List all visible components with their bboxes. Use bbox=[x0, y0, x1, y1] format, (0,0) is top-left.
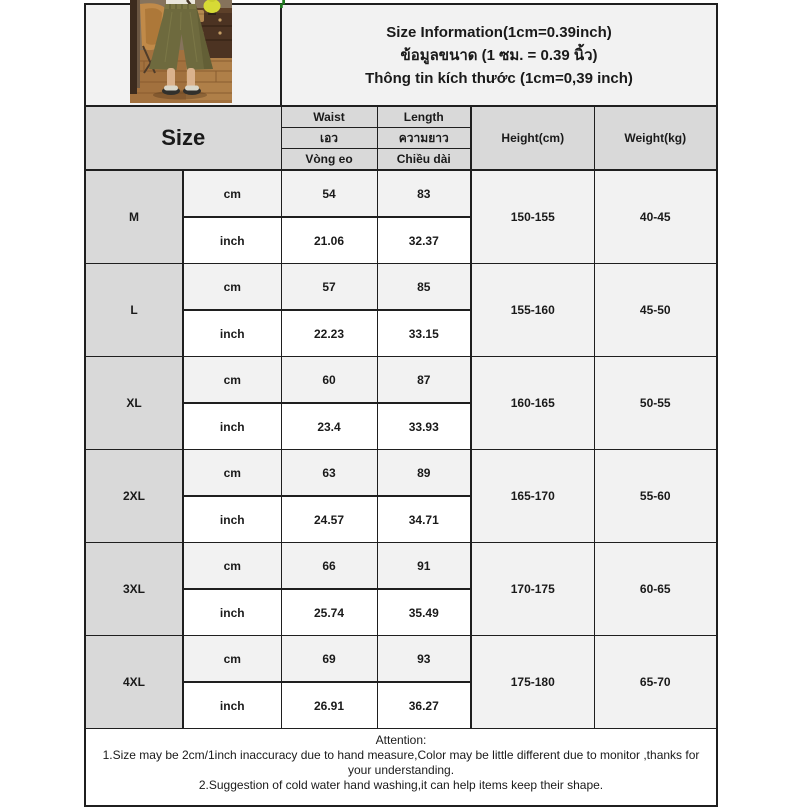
height-4xl: 175-180 bbox=[471, 636, 594, 729]
header-length-vi: Chiều dài bbox=[377, 149, 471, 171]
table-row bbox=[85, 450, 717, 497]
title-line-en: Size Information(1cm=0.39inch) bbox=[386, 23, 612, 41]
length-cm-2xl: 89 bbox=[377, 450, 471, 497]
table-row bbox=[85, 264, 717, 311]
length-inch-2xl: 34.71 bbox=[377, 496, 471, 543]
length-cm-3xl: 91 bbox=[377, 543, 471, 590]
table-row bbox=[85, 543, 717, 590]
unit-cm: cm bbox=[183, 170, 281, 217]
height-xl: 160-165 bbox=[471, 357, 594, 450]
waist-cm-2xl: 63 bbox=[281, 450, 377, 497]
length-inch-4xl: 36.27 bbox=[377, 682, 471, 729]
height-l: 155-160 bbox=[471, 264, 594, 357]
height-3xl: 170-175 bbox=[471, 543, 594, 636]
unit-cm: cm bbox=[183, 543, 281, 590]
length-inch-3xl: 35.49 bbox=[377, 589, 471, 636]
length-cm-xl: 87 bbox=[377, 357, 471, 404]
waist-cm-m: 54 bbox=[281, 170, 377, 217]
unit-inch: inch bbox=[183, 682, 281, 729]
waist-inch-2xl: 24.57 bbox=[281, 496, 377, 543]
weight-4xl: 65-70 bbox=[594, 636, 717, 729]
size-label-4xl: 4XL bbox=[85, 636, 183, 729]
table-row bbox=[85, 170, 717, 217]
unit-cm: cm bbox=[183, 264, 281, 311]
title-cell bbox=[281, 4, 717, 106]
unit-inch: inch bbox=[183, 403, 281, 450]
unit-inch: inch bbox=[183, 589, 281, 636]
unit-cm: cm bbox=[183, 357, 281, 404]
header-waist-vi: Vòng eo bbox=[281, 149, 377, 171]
waist-inch-l: 22.23 bbox=[281, 310, 377, 357]
length-cm-l: 85 bbox=[377, 264, 471, 311]
waist-cm-4xl: 69 bbox=[281, 636, 377, 683]
size-label-xl: XL bbox=[85, 357, 183, 450]
length-inch-xl: 33.93 bbox=[377, 403, 471, 450]
attention-note-2: 2.Suggestion of cold water hand washing,it can help items keep their shape. bbox=[198, 778, 604, 792]
waist-cm-3xl: 66 bbox=[281, 543, 377, 590]
unit-inch: inch bbox=[183, 310, 281, 357]
table-row bbox=[85, 357, 717, 404]
height-2xl: 165-170 bbox=[471, 450, 594, 543]
attention-cell bbox=[85, 729, 717, 807]
header-size: Size bbox=[85, 106, 281, 170]
attention-note-1: 1.Size may be 2cm/1inch inaccuracy due to hand measure,Color may be little different due to monitor ,thanks for your understanding. bbox=[102, 748, 700, 777]
attention-row bbox=[85, 729, 717, 807]
weight-l: 45-50 bbox=[594, 264, 717, 357]
header-weight: Weight(kg) bbox=[594, 106, 717, 170]
weight-3xl: 60-65 bbox=[594, 543, 717, 636]
table-row bbox=[85, 636, 717, 683]
unit-inch: inch bbox=[183, 496, 281, 543]
waist-inch-3xl: 25.74 bbox=[281, 589, 377, 636]
header-length-en: Length bbox=[377, 106, 471, 128]
weight-xl: 50-55 bbox=[594, 357, 717, 450]
header-waist-en: Waist bbox=[281, 106, 377, 128]
header-waist-th: เอว bbox=[281, 128, 377, 149]
unit-inch: inch bbox=[183, 217, 281, 264]
length-cm-4xl: 93 bbox=[377, 636, 471, 683]
length-inch-l: 33.15 bbox=[377, 310, 471, 357]
product-photo bbox=[130, 0, 232, 103]
waist-inch-m: 21.06 bbox=[281, 217, 377, 264]
title-line-vi: Thông tin kích thước (1cm=0,39 inch) bbox=[365, 69, 633, 87]
length-inch-m: 32.37 bbox=[377, 217, 471, 264]
unit-cm: cm bbox=[183, 636, 281, 683]
header-row-en bbox=[85, 106, 717, 128]
title-line-th: ข้อมูลขนาด (1 ซม. = 0.39 นิ้ว) bbox=[400, 46, 598, 64]
waist-inch-4xl: 26.91 bbox=[281, 682, 377, 729]
waist-cm-xl: 60 bbox=[281, 357, 377, 404]
waist-cm-l: 57 bbox=[281, 264, 377, 311]
size-label-3xl: 3XL bbox=[85, 543, 183, 636]
header-height: Height(cm) bbox=[471, 106, 594, 170]
size-table bbox=[84, 3, 718, 807]
height-m: 150-155 bbox=[471, 170, 594, 264]
size-label-m: M bbox=[85, 170, 183, 264]
door-frame bbox=[130, 0, 140, 94]
waist-inch-xl: 23.4 bbox=[281, 403, 377, 450]
size-label-2xl: 2XL bbox=[85, 450, 183, 543]
weight-m: 40-45 bbox=[594, 170, 717, 264]
attention-title: Attention: bbox=[375, 733, 427, 747]
weight-2xl: 55-60 bbox=[594, 450, 717, 543]
size-label-l: L bbox=[85, 264, 183, 357]
unit-cm: cm bbox=[183, 450, 281, 497]
length-cm-m: 83 bbox=[377, 170, 471, 217]
product-photo-illustration bbox=[130, 0, 232, 103]
header-length-th: ความยาว bbox=[377, 128, 471, 149]
